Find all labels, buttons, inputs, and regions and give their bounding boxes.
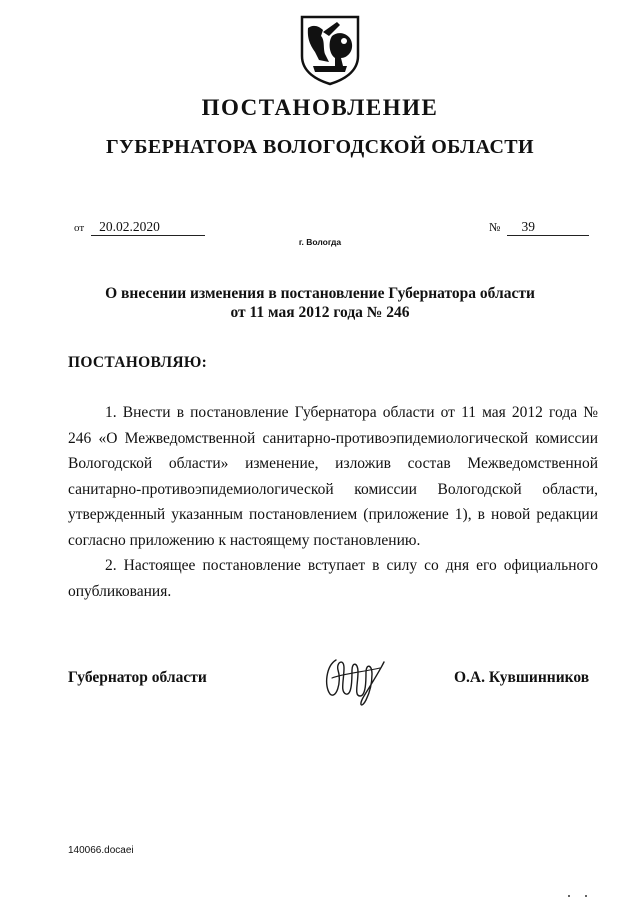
issuing-authority-title: ГУБЕРНАТОРА ВОЛОГОДСКОЙ ОБЛАСТИ <box>106 136 534 158</box>
coat-of-arms-icon <box>299 14 361 86</box>
signatory-name: О.А. Кувшинников <box>454 669 590 686</box>
number-prefix: № <box>489 220 501 234</box>
document-body <box>68 400 598 604</box>
subject-line-2: от 11 мая 2012 года № 246 <box>230 304 410 321</box>
document-subject <box>0 284 640 322</box>
number-value: 39 <box>507 219 589 236</box>
file-name-footer: 140066.docaei <box>68 845 134 856</box>
signatory-position: Губернатор области <box>68 669 207 686</box>
handwritten-signature-icon <box>322 652 390 710</box>
city-label: г. Вологда <box>298 237 342 247</box>
date-prefix: от <box>74 222 85 234</box>
document-type-title: ПОСТАНОВЛЕНИЕ <box>201 95 439 120</box>
paragraph-2: 2. Настоящее постановление вступает в силу со дня его официального опубликования. <box>68 557 598 600</box>
scan-marks-icon <box>566 893 590 899</box>
subject-line-1: О внесении изменения в постановление Губернатора области <box>105 285 535 302</box>
resolve-heading: ПОСТАНОВЛЯЮ: <box>68 354 208 371</box>
date-value: 20.02.2020 <box>91 219 205 236</box>
document-date <box>74 219 205 236</box>
paragraph-1: 1. Внести в постановление Губернатора области от 11 мая 2012 года № 246 «О Межведомственной санитарно-противоэпидемиологической комиссии Вологодской области» изменение, изложив состав Межведомственной санитарно-противоэпидемиологической комиссии Вологодской области, утвержденный указанным постановлением (приложение 1), в новой редакции согласно приложению к настоящему постановлению. <box>68 404 598 549</box>
document-number <box>489 219 589 236</box>
